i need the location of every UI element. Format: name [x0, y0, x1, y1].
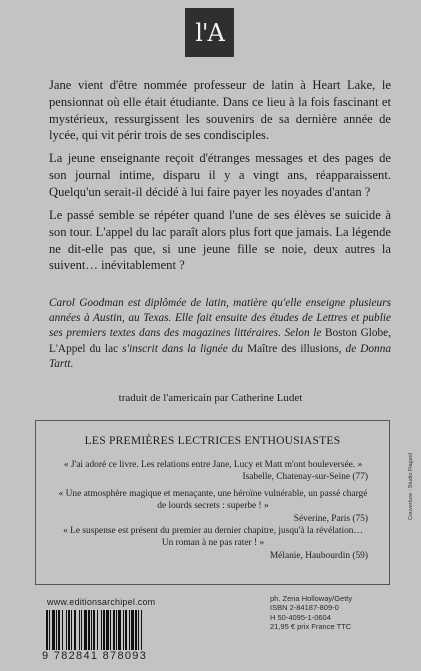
photo-credit: ph. Zena Holloway/Getty — [270, 594, 353, 603]
reader-reviews-box — [35, 420, 390, 585]
review-author: Mélanie, Haubourdin (59) — [269, 550, 368, 561]
barcode-bar — [110, 610, 111, 650]
barcode-bar — [84, 610, 87, 650]
price-line: 21,95 € prix France TTC — [270, 622, 352, 632]
reviews-title: LES PREMIÈRES LECTRICES ENTHOUSIASTES — [84, 434, 341, 447]
publication-info — [270, 594, 380, 632]
barcode-bar — [58, 610, 60, 650]
review-text: « Le suspense est présent du premier au dernier chapitre, jusqu'à la révélation… Un roman à ne pas rater ! » — [63, 526, 363, 549]
review-2 — [58, 488, 368, 525]
barcode-bar — [141, 610, 142, 650]
barcode-bar — [62, 610, 63, 650]
barcode-bar — [71, 610, 72, 650]
blurb-paragraph-1: Jane vient d'être nommée professeur de latin à Heart Lake, le pensionnat où elle était étudiante. Dans ce lieu à la fois fascinant et mystérieux, ressurgissent les souvenirs de sa dernière année de lycée, qui vit périr trois de ses condisciples. — [49, 78, 391, 143]
barcode-bar — [129, 610, 130, 650]
barcode-digits: 9 782841 878093 — [42, 650, 148, 662]
barcode-bar — [113, 610, 115, 650]
barcode-bar — [79, 610, 80, 650]
barcode-bar — [66, 610, 67, 650]
translation-credit: traduit de l'americain par Catherine Ludet — [118, 392, 303, 404]
barcode-image — [46, 610, 174, 650]
blurb-paragraph-2: La jeune enseignante reçoit d'étranges messages et des pages de son journal intime, disparu il y a vingt ans, réapparaissent. Quelqu'un serait-il décidé à lui faire payer les noyades d'antan ? — [49, 151, 391, 199]
barcode-bar — [118, 610, 121, 650]
catalog-code: H 50-4095-1-0604 — [270, 612, 331, 622]
barcode-bar — [101, 610, 102, 650]
barcode-bar — [138, 610, 139, 650]
barcode-bar — [131, 610, 134, 650]
publisher-logo: l'A — [185, 8, 234, 57]
barcode-bar — [74, 610, 76, 650]
barcode-bar — [88, 610, 90, 650]
publisher-website: www.editionsarchipel.com — [47, 597, 156, 607]
author-bio-part-2: , — [388, 327, 392, 340]
reference-book-title: Maître des illusions — [247, 342, 339, 355]
barcode-bar — [135, 610, 137, 650]
review-1 — [58, 459, 368, 484]
barcode-bar — [91, 610, 92, 650]
barcode-bar — [123, 610, 124, 650]
barcode-bar — [116, 610, 117, 650]
barcode-bar — [46, 610, 48, 650]
barcode-bar — [56, 610, 57, 650]
newspaper-name: Boston Globe — [324, 327, 389, 340]
barcode-bar — [68, 610, 70, 650]
review-author: Isabelle, Chatenay-sur-Seine (77) — [242, 472, 368, 483]
author-bio-part-3: s'inscrit dans la lignée du — [118, 342, 248, 355]
cover-credit: Couverture : Studio Flageol — [408, 453, 414, 520]
isbn-line: ISBN 2-84187-809-0 — [270, 603, 339, 613]
barcode-bar — [93, 610, 95, 650]
author-bio-part-4: , de Donna Tartt. — [49, 342, 392, 370]
review-text: « Une atmosphère magique et menaçante, une héroïne vulnérable, un passé chargé de lourds secrets : superbe ! » — [58, 489, 368, 512]
barcode-bar — [106, 610, 109, 650]
author-bio — [49, 296, 391, 372]
review-author: Séverine, Paris (75) — [293, 513, 368, 524]
review-3 — [58, 525, 368, 562]
book-title: L'Appel du lac — [49, 342, 119, 355]
barcode-bar — [52, 610, 55, 650]
blurb-paragraph-3: Le passé semble se répéter quand l'une de ses élèves se suicide à son tour. L'appel du lac paraît alors plus fort que jamais. La légende ne dit-elle pas que, si une jeune fille se noie, deux autres la suivent… inévitablement ? — [49, 208, 391, 273]
barcode-bar — [125, 610, 127, 650]
barcode-bar — [97, 610, 98, 650]
barcode-bar — [103, 610, 105, 650]
author-bio-part-1: Carol Goodman est diplômée de latin, matière qu'elle enseigne plusieurs années à Austin, au Texas. Elle fait ensuite des études de Lettres et publie ses premiers textes dans des magazines littéraires. Selon le — [49, 297, 391, 340]
barcode-bar — [81, 610, 82, 650]
review-text: « J'ai adoré ce livre. Les relations entre Jane, Lucy et Matt m'ont bouleversée. » — [63, 460, 363, 470]
barcode-bar — [49, 610, 50, 650]
